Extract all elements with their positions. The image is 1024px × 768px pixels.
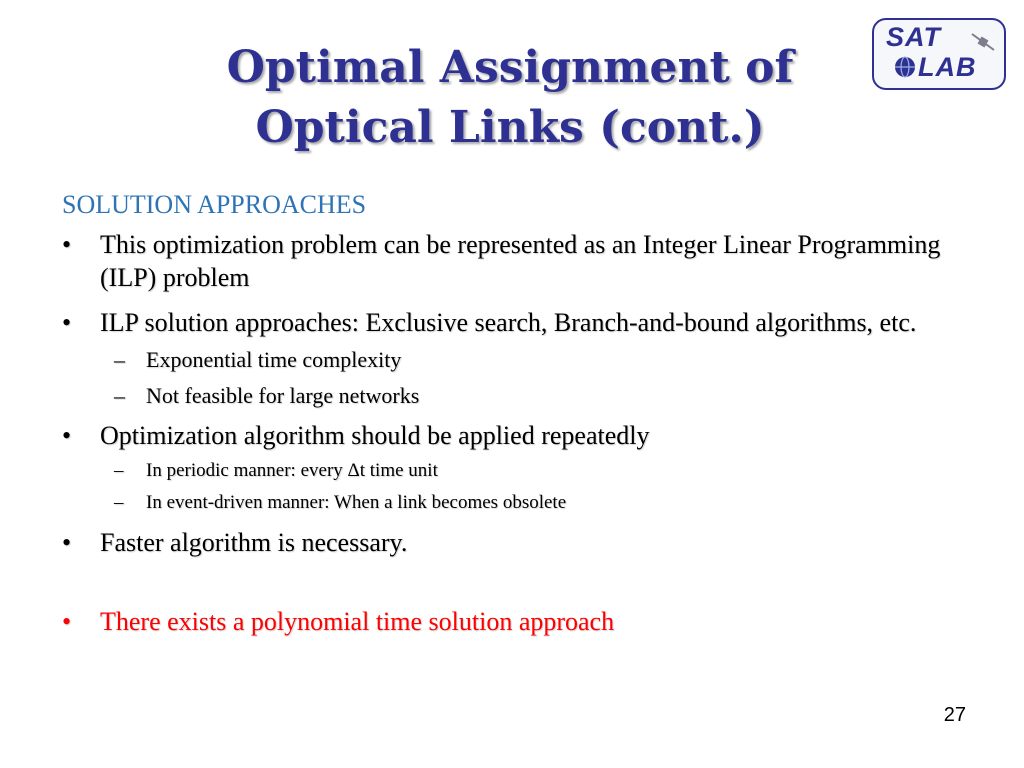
section-heading: SOLUTION APPROACHES (62, 190, 367, 219)
subbullet-periodic: – In periodic manner: every Δt time unit (62, 456, 962, 486)
page-number: 27 (943, 704, 966, 726)
subbullet-event-driven: – In event-driven manner: When a link becomes obsolete (62, 488, 962, 518)
bullet-faster-algorithm: • Faster algorithm is necessary. (62, 526, 962, 559)
slide-body (62, 186, 962, 638)
bullet-polynomial-solution: • There exists a polynomial time solution approach (62, 605, 962, 638)
logo-text-sat: SAT (886, 22, 941, 52)
bullet-ilp-approaches: • ILP solution approaches: Exclusive search, Branch-and-bound algorithms, etc. (62, 306, 962, 339)
subbullet-exponential: – Exponential time complexity (62, 345, 962, 375)
sat-lab-logo (872, 18, 1006, 90)
slide-title: Optimal Assignment of Optical Links (cont.) (226, 42, 794, 153)
satellite-icon (970, 30, 996, 54)
bullet-ilp-problem: • This optimization problem can be represented as an Integer Linear Programming (ILP) problem (62, 228, 962, 294)
logo-text-lab: LAB (918, 52, 977, 82)
subbullet-not-feasible: – Not feasible for large networks (62, 381, 962, 411)
bullet-applied-repeatedly: • Optimization algorithm should be applied repeatedly (62, 419, 962, 452)
globe-icon (894, 56, 916, 78)
